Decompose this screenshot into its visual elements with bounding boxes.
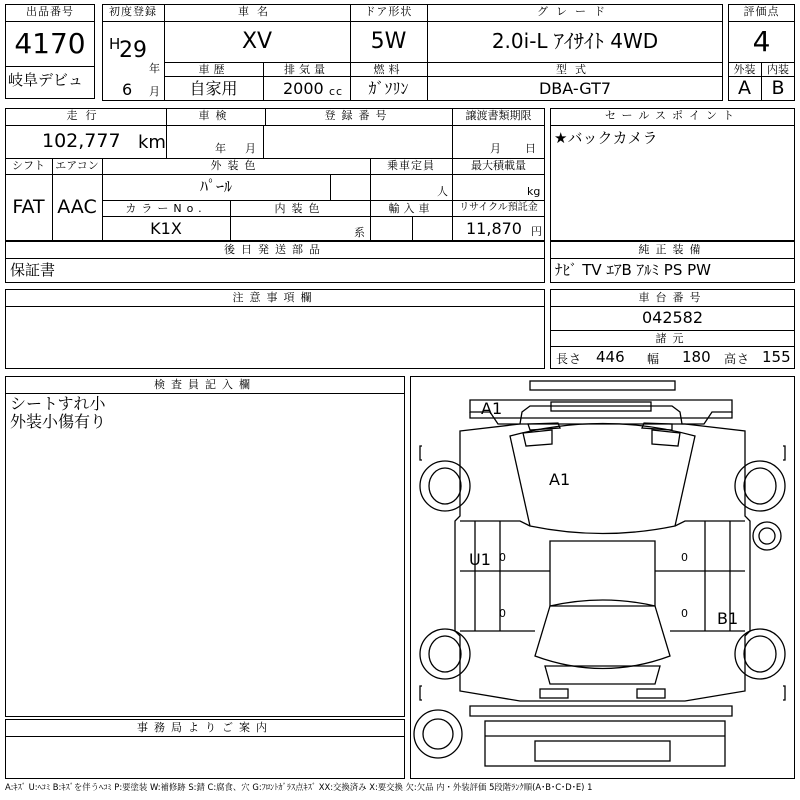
aircon: AAC — [57, 196, 97, 218]
transfer-label: 譲渡書類期限 — [465, 109, 532, 122]
side-zero-left-front: 0 — [499, 551, 507, 564]
reg-year: 29 — [119, 38, 147, 63]
recycle-unit: 円 — [531, 225, 543, 238]
mileage: 102,777 — [42, 130, 121, 152]
max-load-unit: kg — [527, 185, 541, 198]
exterior-label: 外装 — [733, 63, 756, 76]
grade: 2.0i-L ｱｲｻｲﾄ 4WD — [491, 29, 659, 53]
ext-color-label: 外装色 — [210, 159, 262, 172]
selling-point-label: セールスポイント — [604, 109, 740, 122]
specs-label: 諸元 — [655, 332, 690, 345]
legend-text: A:ｷｽﾞ U:ﾍｺﾐ B:ｷｽﾞを伴うﾍｺﾐ P:要塗装 W:補修跡 S:錆 C:腐食、穴 G:ﾌﾛﾝﾄｶﾞﾗｽ点ｷｽﾞ XX:交換済み X:要交換 欠:欠品 内・外装評価 5段階ﾗﾝｸ順(A･B･C･D･E) 1 — [5, 782, 593, 792]
inspection-month-unit: 月 — [245, 142, 257, 155]
side-zero-left-rear: 0 — [499, 607, 507, 620]
aircon-label: エアコン — [55, 159, 99, 172]
model-label: 型式 — [556, 63, 594, 76]
capacity-label: 乗車定員 — [387, 159, 435, 172]
transfer-month-unit: 月 — [490, 142, 502, 155]
history-label: 車歴 — [198, 63, 229, 76]
side-zero-right-rear: 0 — [681, 607, 689, 620]
width: 180 — [682, 348, 711, 366]
history: 自家用 — [189, 79, 238, 98]
lot-number: 4170 — [14, 27, 86, 60]
exterior-grade: A — [738, 77, 751, 99]
car-name-label: 車名 — [238, 5, 276, 18]
inspection-year-unit: 年 — [215, 142, 227, 155]
shift-label: シフト — [12, 159, 45, 172]
inspector-label: 検査員記入欄 — [154, 378, 256, 391]
reg-month-unit: 月 — [149, 85, 161, 98]
door-label: ドア形状 — [364, 5, 413, 18]
reg-year-unit: 年 — [149, 62, 161, 75]
chassis-label: 車台番号 — [638, 291, 707, 304]
score-value: 4 — [752, 25, 771, 58]
mark-left-door: U1 — [469, 550, 491, 569]
fuel: ｶﾞｿﾘﾝ — [368, 79, 409, 98]
capacity-unit: 人 — [437, 185, 449, 198]
score-label: 評価点 — [743, 5, 780, 18]
door-type: 5W — [370, 29, 407, 54]
recycle-label: リサイクル預託金 — [459, 202, 538, 213]
lot-label: 出品番号 — [26, 5, 74, 18]
reg-no-label: 登録番号 — [324, 109, 393, 122]
side-zero-right-front: 0 — [681, 551, 689, 564]
later-parts-label: 後日発送部品 — [224, 243, 326, 256]
length-label: 長さ — [556, 352, 583, 366]
chassis-number: 042582 — [641, 308, 704, 327]
office-label: 事務局よりご案内 — [137, 721, 273, 734]
mark-front-bumper: A1 — [481, 399, 503, 418]
inspector-note-2: 外装小傷有り — [10, 412, 107, 431]
height-label: 高さ — [724, 352, 751, 366]
car-name: XV — [241, 29, 273, 54]
inspection-label: 車検 — [198, 109, 233, 122]
width-label: 幅 — [647, 352, 661, 366]
selling-point-box — [550, 108, 795, 241]
int-color-label: 内装色 — [274, 202, 326, 215]
equipment: ﾅﾋﾞ TV ｴｱB ｱﾙﾐ PS PW — [555, 261, 711, 279]
mileage-label: 走行 — [66, 109, 105, 122]
recycle-amount: 11,870 — [466, 219, 522, 238]
later-parts: 保証書 — [10, 261, 56, 279]
color-no-label: カラーNo. — [125, 202, 207, 215]
fuel-label: 燃料 — [373, 63, 404, 76]
equipment-label: 純正装備 — [638, 243, 707, 256]
shift: FAT — [12, 196, 45, 218]
mark-hood: A1 — [549, 470, 571, 489]
selling-point: ★バックカメラ — [554, 129, 658, 147]
interior-label: 内装 — [767, 63, 789, 76]
mark-right-rear: B1 — [717, 609, 739, 628]
era-label: H — [109, 35, 121, 53]
height: 155 — [762, 348, 791, 366]
car-diagram — [410, 376, 795, 779]
inspector-note-1: シートすれ小 — [10, 394, 106, 413]
mileage-unit: km — [138, 132, 166, 153]
grade-label: グレード — [537, 5, 613, 18]
transfer-day-unit: 日 — [525, 142, 537, 155]
debut-label: 岐阜デビュ — [8, 71, 84, 89]
model-code: DBA-GT7 — [538, 79, 612, 98]
first-reg-label: 初度登録 — [109, 5, 157, 18]
ext-color: ﾊﾟｰﾙ — [199, 177, 232, 196]
interior-grade: B — [771, 77, 785, 99]
length: 446 — [596, 348, 625, 366]
caution-label: 注意事項欄 — [232, 291, 318, 304]
displacement-unit: cc — [329, 85, 344, 98]
displacement-label: 排気量 — [284, 63, 329, 76]
max-load-label: 最大積載量 — [471, 159, 526, 172]
reg-month: 6 — [122, 80, 133, 99]
displacement: 2000 — [283, 79, 324, 98]
int-color-unit: 系 — [354, 226, 366, 239]
import-label: 輸入車 — [388, 202, 434, 215]
color-no: K1X — [150, 219, 182, 238]
